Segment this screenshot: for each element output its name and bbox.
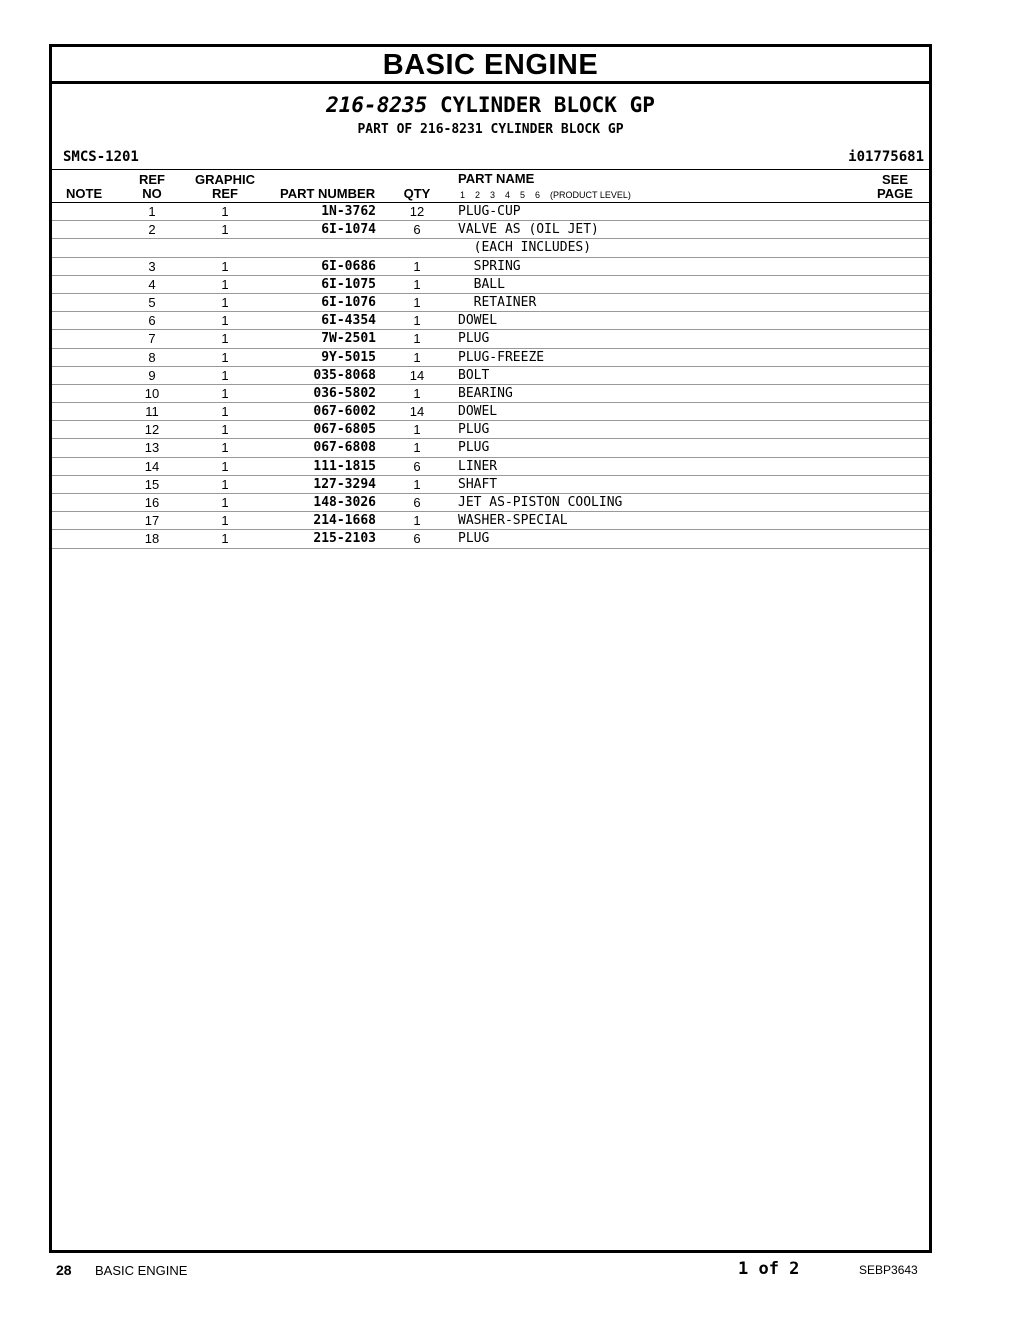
qty-cell: 1 [413, 513, 421, 529]
ref-no-cell: 10 [144, 385, 160, 401]
smcs-code: SMCS-1201 [63, 149, 139, 165]
graphic-ref-cell: 1 [221, 440, 229, 456]
footer-doc-number: SEBP3643 [859, 1263, 918, 1277]
footer-sheet: 1 of 2 [738, 1259, 800, 1279]
graphic-ref-cell: 1 [221, 476, 229, 492]
qty-cell: 1 [413, 476, 421, 492]
graphic-ref-cell: 1 [221, 294, 229, 310]
part-name-cell: (EACH INCLUDES) [458, 240, 592, 256]
table-row [52, 312, 929, 330]
illustration-id: i01775681 [848, 149, 924, 165]
graphic-ref-cell: 1 [221, 258, 229, 274]
ref-no-cell: 18 [144, 531, 160, 547]
part-name-cell: SPRING [458, 258, 521, 274]
part-name-cell: PLUG [458, 531, 490, 547]
footer-section: BASIC ENGINE [95, 1263, 188, 1278]
table-row [52, 494, 929, 512]
ref-no-cell: 14 [144, 458, 160, 474]
graphic-ref-cell: 1 [221, 204, 229, 219]
graphic-ref-cell: 1 [221, 458, 229, 474]
qty-cell: 1 [413, 440, 421, 456]
part-name-cell: PLUG-CUP [458, 204, 521, 219]
graphic-ref-cell: 1 [221, 367, 229, 383]
qty-cell: 1 [413, 258, 421, 274]
part-number-cell: 127-3294 [313, 476, 376, 492]
ref-no-cell: 12 [144, 422, 160, 438]
part-number-cell: 6I-1076 [321, 294, 376, 310]
header-part-name: PART NAME [458, 171, 535, 186]
header-graphic-top: GRAPHIC [195, 172, 255, 187]
qty-cell: 12 [409, 204, 425, 219]
part-name-cell: DOWEL [458, 404, 498, 420]
part-number-cell: 6I-1074 [321, 222, 376, 238]
table-row [52, 349, 929, 367]
table-row [52, 530, 929, 548]
ref-no-cell: 8 [148, 349, 156, 365]
footer-page-number: 28 [56, 1262, 72, 1278]
part-name-cell: WASHER-SPECIAL [458, 513, 568, 529]
part-of-line: PART OF 216-8231 CYLINDER BLOCK GP [357, 122, 624, 137]
part-name-cell: PLUG [458, 440, 490, 456]
table-row [52, 476, 929, 494]
group-number: 216-8235 [326, 93, 428, 117]
part-number-cell: 9Y-5015 [321, 349, 376, 365]
ref-no-cell: 2 [148, 222, 156, 238]
qty-cell: 1 [413, 313, 421, 329]
header-graphic-bottom: REF [212, 186, 238, 201]
part-name-cell: BEARING [458, 385, 513, 401]
table-row [52, 276, 929, 294]
qty-cell: 1 [413, 331, 421, 347]
qty-cell: 1 [413, 294, 421, 310]
ref-no-cell: 17 [144, 513, 160, 529]
part-name-cell: PLUG-FREEZE [458, 349, 545, 365]
header-qty: QTY [403, 186, 431, 201]
table-row [52, 367, 929, 385]
graphic-ref-cell: 1 [221, 404, 229, 420]
graphic-ref-cell: 1 [221, 385, 229, 401]
ref-no-cell: 13 [144, 440, 160, 456]
table-row [52, 403, 929, 421]
header-see-top: SEE [881, 172, 908, 187]
part-number-cell: 148-3026 [313, 495, 376, 510]
table-row [52, 203, 929, 221]
ref-no-cell: 15 [144, 476, 160, 492]
graphic-ref-cell: 1 [221, 422, 229, 438]
part-name-cell: BOLT [458, 367, 490, 383]
part-number-cell: 067-6805 [313, 422, 376, 438]
ref-no-cell: 6 [148, 313, 156, 329]
parts-table [52, 203, 929, 549]
qty-cell: 6 [413, 531, 421, 547]
part-number-cell: 1N-3762 [321, 204, 376, 219]
graphic-ref-cell: 1 [221, 331, 229, 347]
table-row [52, 439, 929, 457]
section-title: BASIC ENGINE [52, 47, 929, 84]
qty-cell: 1 [413, 276, 421, 292]
part-name-cell: PLUG [458, 331, 490, 347]
table-row [52, 458, 929, 476]
qty-cell: 6 [413, 495, 421, 510]
qty-cell: 14 [409, 404, 425, 420]
qty-cell: 1 [413, 385, 421, 401]
table-row [52, 385, 929, 403]
header-see-bottom: PAGE [877, 186, 913, 201]
graphic-ref-cell: 1 [221, 222, 229, 238]
part-number-cell: 6I-1075 [321, 276, 376, 292]
part-name-cell: JET AS-PISTON COOLING [458, 495, 623, 510]
qty-cell: 6 [413, 222, 421, 238]
part-number-cell: 067-6002 [313, 404, 376, 420]
part-number-cell: 111-1815 [313, 458, 376, 474]
ref-no-cell: 11 [145, 404, 159, 420]
group-title [52, 92, 929, 118]
part-number-cell: 036-5802 [313, 385, 376, 401]
graphic-ref-cell: 1 [221, 313, 229, 329]
part-number-cell: 7W-2501 [321, 331, 376, 347]
ref-no-cell: 7 [148, 331, 156, 347]
header-ref-bottom: NO [142, 186, 162, 201]
graphic-ref-cell: 1 [221, 531, 229, 547]
graphic-ref-cell: 1 [221, 276, 229, 292]
part-number-cell: 214-1668 [313, 513, 376, 529]
part-number-cell: 6I-4354 [321, 313, 376, 329]
part-name-cell: VALVE AS (OIL JET) [458, 222, 599, 238]
header-ref-top: REF [139, 172, 165, 187]
ref-no-cell: 9 [148, 367, 156, 383]
qty-cell: 1 [413, 349, 421, 365]
page-frame [49, 44, 932, 1253]
header-part-number: PART NUMBER [280, 186, 376, 201]
part-name-cell: SHAFT [458, 476, 498, 492]
ref-no-cell: 4 [148, 276, 156, 292]
qty-cell: 14 [409, 367, 425, 383]
header-top-rule [52, 169, 929, 170]
ref-no-cell: 5 [148, 294, 156, 310]
group-name: CYLINDER BLOCK GP [439, 93, 655, 117]
qty-cell: 1 [413, 422, 421, 438]
table-row [52, 421, 929, 439]
part-number-cell: 215-2103 [313, 531, 376, 547]
table-row [52, 294, 929, 312]
part-name-cell: PLUG [458, 422, 490, 438]
ref-no-cell: 3 [148, 258, 156, 274]
graphic-ref-cell: 1 [221, 513, 229, 529]
table-row [52, 330, 929, 348]
part-name-cell: BALL [458, 276, 505, 292]
part-name-cell: DOWEL [458, 313, 498, 329]
table-row [52, 258, 929, 276]
header-product-levels: 1 2 3 4 5 6 (PRODUCT LEVEL) [460, 190, 631, 200]
table-row [52, 239, 929, 257]
graphic-ref-cell: 1 [221, 495, 229, 510]
part-number-cell: 067-6808 [313, 440, 376, 456]
ref-no-cell: 16 [144, 495, 160, 510]
part-name-cell: RETAINER [458, 294, 537, 310]
qty-cell: 6 [413, 458, 421, 474]
ref-no-cell: 1 [148, 204, 156, 219]
header-note: NOTE [66, 186, 103, 201]
part-number-cell: 035-8068 [313, 367, 376, 383]
table-row [52, 512, 929, 530]
graphic-ref-cell: 1 [221, 349, 229, 365]
part-name-cell: LINER [458, 458, 498, 474]
table-row [52, 221, 929, 239]
part-number-cell: 6I-0686 [321, 258, 376, 274]
